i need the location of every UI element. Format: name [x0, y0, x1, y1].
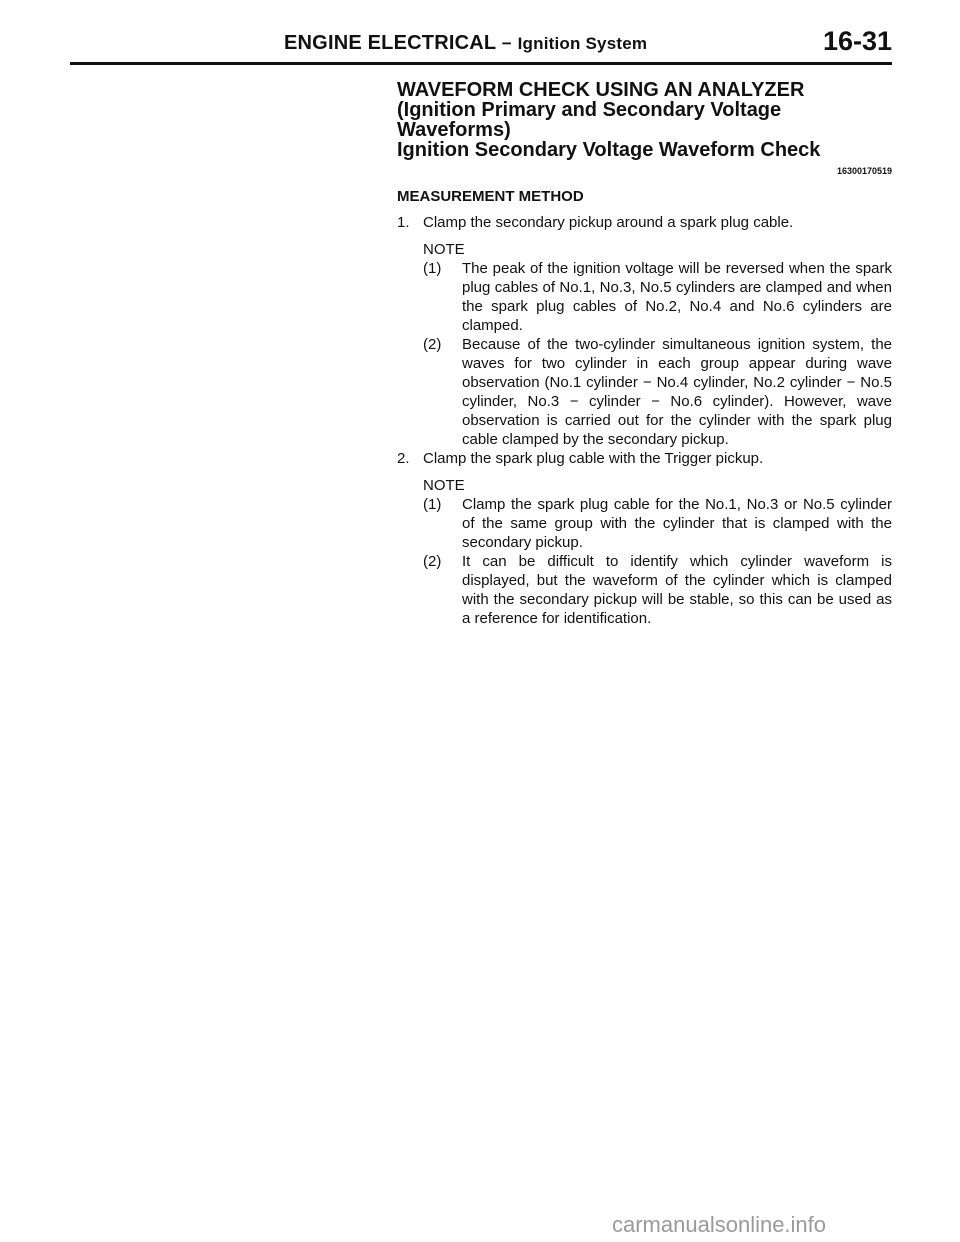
note-list [397, 259, 892, 449]
note-number: (2) [423, 336, 442, 353]
page-header [70, 26, 892, 65]
watermark-text: carmanualsonline.info [612, 1212, 827, 1237]
method-heading: MEASUREMENT METHOD [397, 188, 584, 205]
step-text: Clamp the secondary pickup around a spark plug cable. [423, 214, 794, 231]
step-number: 2. [397, 450, 410, 467]
section-title-line-3: Waveforms) [397, 119, 511, 141]
note-item [423, 552, 892, 628]
main-content [397, 80, 892, 628]
note-number: (1) [423, 496, 442, 513]
header-subsection: Ignition System [517, 34, 648, 53]
page-number: 16-31 [822, 26, 892, 56]
header-title [284, 32, 647, 55]
note-list [397, 495, 892, 628]
document-code: 16300170519 [836, 166, 892, 176]
section-title-line-4: Ignition Secondary Voltage Waveform Check [397, 139, 821, 161]
step-text: Clamp the spark plug cable with the Trigger pickup. [423, 450, 764, 467]
section-title-line-1: WAVEFORM CHECK USING AN ANALYZER [397, 79, 805, 101]
note-item [423, 495, 892, 552]
note-text: Clamp the spark plug cable for the No.1, No.3 or No.5 cylinder of the same group with the cylinder that is clamped with the secondary pickup. [462, 496, 892, 551]
header-section: ENGINE ELECTRICAL [284, 32, 496, 54]
note-number: (2) [423, 553, 442, 570]
note-number: (1) [423, 260, 442, 277]
note-label: NOTE [423, 477, 465, 494]
header-separator: − [501, 34, 512, 53]
note-label: NOTE [423, 241, 465, 258]
note-text: The peak of the ignition voltage will be reversed when the spark plug cables of No.1, No.3, No.5 cylinders are clamped and when the spark plug cables of No.2, No.4 and No.6 cylinders are clamped. [462, 260, 892, 334]
step-1 [397, 213, 892, 232]
note-text: Because of the two-cylinder simultaneous ignition system, the waves for two cylinder in each group appear during wave observation (No.1 cylinder − No.4 cylinder, No.2 cylinder − No.5 cylinder, No.3 − cylinder − No.6 cylinder). However, wave observation is carried out for the cylinder with the spark plug cable clamped by the secondary pickup. [462, 336, 892, 448]
section-title-line-2: (Ignition Primary and Secondary Voltage [397, 99, 782, 121]
note-item [423, 335, 892, 449]
note-item [423, 259, 892, 335]
step-number: 1. [397, 214, 410, 231]
note-text: It can be difficult to identify which cylinder waveform is displayed, but the waveform of the cylinder which is clamped with the secondary pickup will be stable, so this can be used as a reference for identification. [462, 553, 892, 627]
step-2 [397, 449, 892, 468]
